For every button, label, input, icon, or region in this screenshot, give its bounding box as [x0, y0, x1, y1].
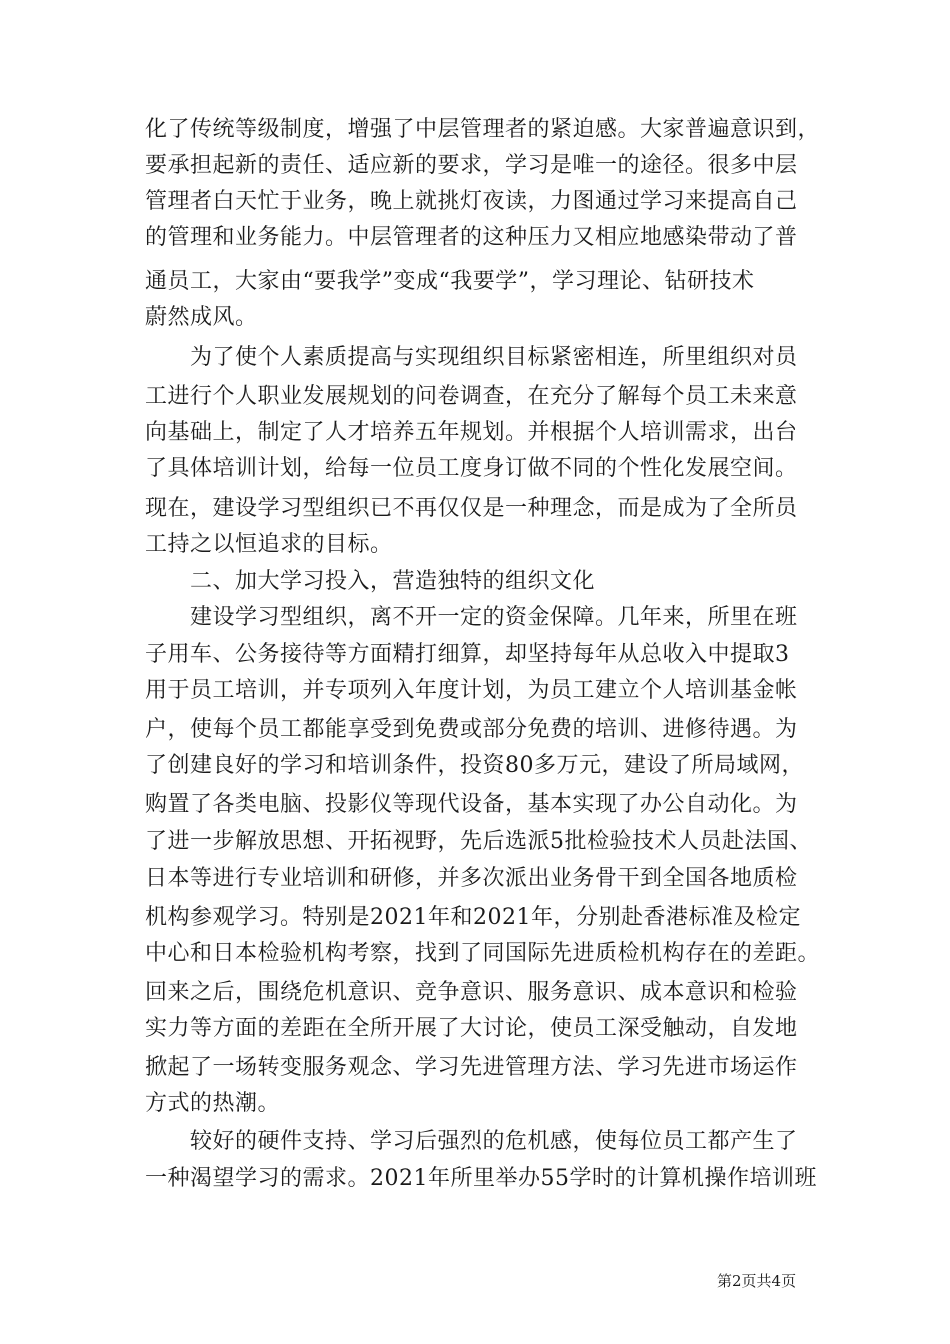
- text-line: 中心和日本检验机构考察，找到了同国际先进质检机构存在的差距。: [145, 941, 821, 966]
- text-line: 回来之后，围绕危机意识、竞争意识、服务意识、成本意识和检验: [145, 980, 798, 1005]
- section-heading: 二、加大学习投入，营造独特的组织文化: [190, 569, 596, 594]
- text-line: 了创建良好的学习和培训条件，投资80多万元，建设了所局域网，: [145, 753, 804, 778]
- text-line: 日本等进行专业培训和研修，并多次派出业务骨干到全国各地质检: [145, 866, 798, 891]
- text-line: 用于员工培训，并专项列入年度计划，为员工建立个人培训基金帐: [145, 678, 798, 703]
- text-line: 蔚然成风。: [145, 305, 258, 330]
- text-line: 通员工，大家由“要我学”变成“我要学”，学习理论、钻研技术: [145, 269, 755, 294]
- text-line: 现在，建设学习型组织已不再仅仅是一种理念，而是成为了全所员: [145, 496, 798, 521]
- text-line: 的管理和业务能力。中层管理者的这种压力又相应地感染带动了普: [145, 225, 798, 250]
- page-number: 第2页共4页: [717, 1272, 797, 1290]
- text-line: 机构参观学习。特别是2021年和2021年，分别赴香港标准及检定: [145, 905, 801, 930]
- text-line: 向基础上，制定了人才培养五年规划。并根据个人培训需求，出台: [145, 420, 798, 445]
- text-line: 要承担起新的责任、适应新的要求，学习是唯一的途径。很多中层: [145, 153, 798, 178]
- text-line: 掀起了一场转变服务观念、学习先进管理方法、学习先进市场运作: [145, 1055, 798, 1080]
- text-line: 为了使个人素质提高与实现组织目标紧密相连，所里组织对员: [190, 345, 798, 370]
- text-line: 管理者白天忙于业务，晚上就挑灯夜读，力图通过学习来提高自己: [145, 189, 798, 214]
- text-line: 了进一步解放思想、开拓视野，先后选派5批检验技术人员赴法国、: [145, 829, 812, 854]
- text-line: 一种渴望学习的需求。2021年所里举办55学时的计算机操作培训班: [145, 1166, 817, 1191]
- text-line: 实力等方面的差距在全所开展了大讨论，使员工深受触动，自发地: [145, 1016, 798, 1041]
- text-line: 建设学习型组织，离不开一定的资金保障。几年来，所里在班: [190, 605, 798, 630]
- text-line: 子用车、公务接待等方面精打细算，却坚持每年从总收入中提取3: [145, 642, 790, 667]
- text-line: 化了传统等级制度，增强了中层管理者的紧迫感。大家普遍意识到，: [145, 117, 821, 142]
- text-line: 方式的热潮。: [145, 1091, 281, 1116]
- text-line: 户，使每个员工都能享受到免费或部分免费的培训、进修待遇。为: [145, 717, 798, 742]
- text-line: 工进行个人职业发展规划的问卷调查，在充分了解每个员工未来意: [145, 384, 798, 409]
- text-line: 较好的硬件支持、学习后强烈的危机感，使每位员工都产生了: [190, 1129, 798, 1154]
- text-line: 工持之以恒追求的目标。: [145, 532, 393, 557]
- text-line: 购置了各类电脑、投影仪等现代设备，基本实现了办公自动化。为: [145, 792, 798, 817]
- text-line: 了具体培训计划，给每一位员工度身订做不同的个性化发展空间。: [145, 456, 798, 481]
